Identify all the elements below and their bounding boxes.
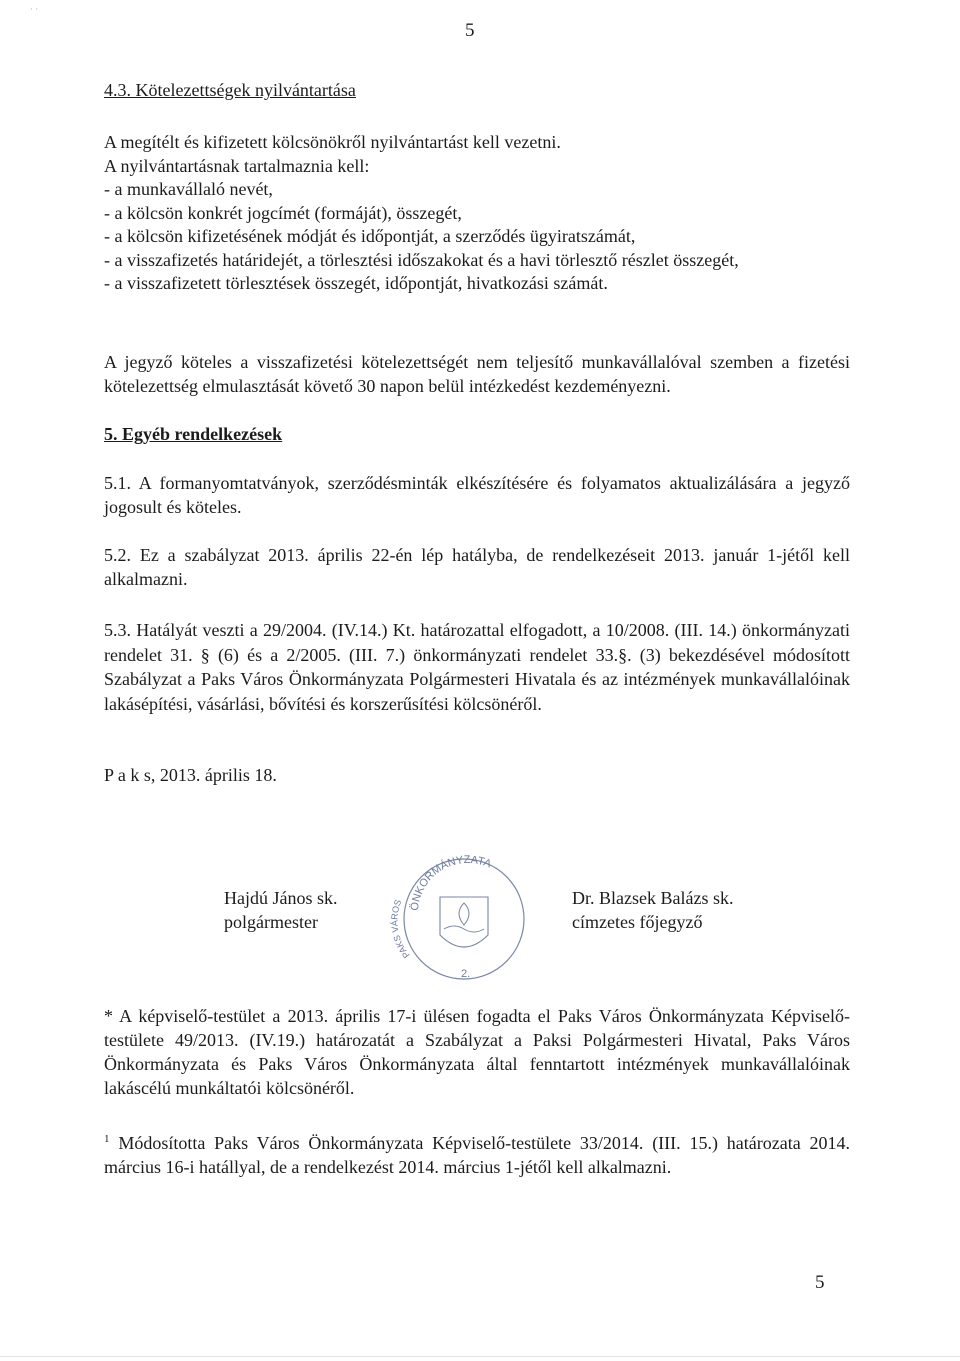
paragraph-5-2: 5.2. Ez a szabályzat 2013. április 22-én lép hatályba, de rendelkezéseit 2013. január 1-jétől kell alkalmazni. — [104, 545, 850, 589]
page-number-bottom: 5 — [815, 1272, 825, 1293]
scan-speck: · · — [30, 4, 39, 14]
section-heading-4-3: 4.3. Kötelezettségek nyilvántartása — [104, 80, 356, 100]
section-4-3-body — [104, 131, 850, 296]
signature-right — [572, 886, 733, 934]
paragraph: A megítélt és kifizetett kölcsönökről nyilvántartást kell vezetni. — [104, 132, 561, 152]
footnote-mark: 1 — [104, 1133, 110, 1145]
stamp-seal — [380, 855, 548, 985]
official-stamp — [380, 855, 548, 985]
paragraph: A nyilvántartásnak tartalmaznia kell: — [104, 155, 370, 176]
section-heading-5: 5. Egyéb rendelkezések — [104, 424, 283, 444]
list-item: - a munkavállaló nevét, — [104, 179, 273, 199]
signer-title: címzetes főjegyző — [572, 912, 703, 932]
paragraph-jegyzo: A jegyző köteles a visszafizetési kötelezettségét nem teljesítő munkavállalóval szemben a fizetési kötelezettség elmulasztását követő 30 napon belül intézkedést kezdeményezni. — [104, 352, 850, 396]
signer-name: Dr. Blazsek Balázs sk. — [572, 888, 734, 908]
list-item: - a visszafizetés határidejét, a törlesztési időszakokat és a havi törlesztő részlet összegét, — [104, 249, 739, 270]
paragraph-5-3: 5.3. Hatályát veszti a 29/2004. (IV.14.) Kt. határozattal elfogadott, a 10/2008. (III. 14.) önkormányzati rendelet 31. § (6) és a 2/2005. (III. 7.) önkormányzati rendelet 33.§. (3) bekezdésével módosított Szabályzat a Paks Város Önkormányzata Polgármesteri Hivatala és az intézmények munkavállalóinak lakásépítési, vásárlási, bővítési és korszerűsítési kölcsönéről. — [104, 620, 850, 714]
stamp-emblem-icon — [459, 903, 469, 925]
signer-title: polgármester — [224, 912, 318, 932]
footnote-text: Módosította Paks Város Önkormányzata Képviselő-testülete 33/2014. (III. 15.) határozata 2014. március 16-i hatállyal, de a rendelkezést 2014. március 1-jétől kell alkalmazni. — [104, 1133, 851, 1177]
list-item: - a visszafizetett törlesztések összegét, időpontját, hivatkozási számát. — [104, 273, 608, 293]
paragraph-5-1: 5.1. A formanyomtatványok, szerződésminták elkészítésére és folyamatos aktualizálására a jegyző jogosult és köteles. — [104, 473, 850, 517]
stamp-shield-icon — [440, 897, 488, 947]
place-date: P a k s, 2013. április 18. — [104, 765, 277, 785]
stamp-number: 2. — [461, 968, 471, 980]
note-asterisk: * A képviselő-testület a 2013. április 17-i ülésen fogadta el Paks Város Önkormányzata Képviselő-testülete 49/2013. (IV.19.) határozatát a Szabályzat a Paksi Polgármesteri Hivatal, Paks Város Önkormányzata és Paks Város Önkormányzata által fenntartott intézmények munkavállalóinak lakáscélú munkáltatói kölcsönéről. — [104, 1006, 850, 1098]
signature-left — [224, 886, 338, 934]
list-item: - a kölcsön konkrét jogcímét (formáját), összegét, — [104, 202, 462, 223]
list-item: - a kölcsön kifizetésének módját és időpontját, a szerződés ügyiratszámát, — [104, 226, 636, 246]
scan-edge-line — [0, 1356, 960, 1357]
page-number-top: 5 — [465, 20, 475, 41]
stamp-arc-top: ÖNKORMÁNYZATA — [408, 855, 493, 912]
signer-name: Hajdú János sk. — [224, 888, 338, 908]
stamp-wave-icon — [444, 926, 484, 932]
stamp-arc-left: PAKS VÁROS — [389, 898, 412, 960]
footnote — [104, 1127, 850, 1179]
